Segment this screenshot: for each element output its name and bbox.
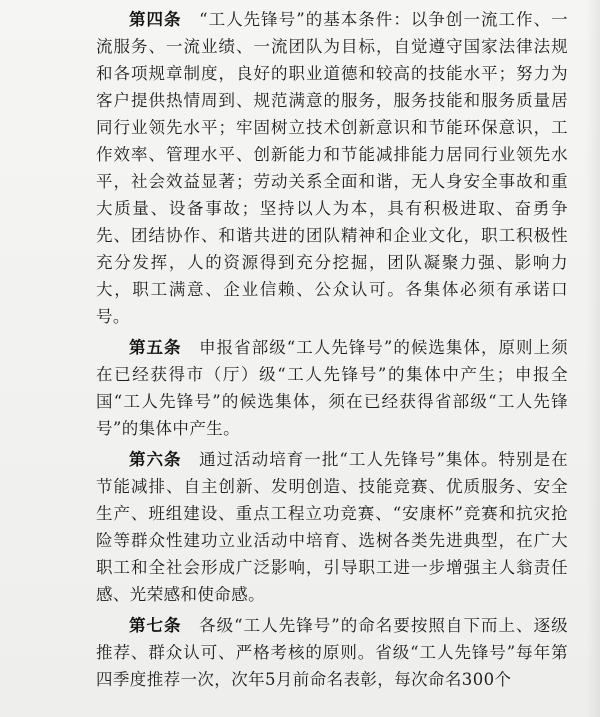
article-5-heading: 第五条 — [129, 338, 182, 357]
article-6-heading: 第六条 — [129, 450, 182, 469]
article-4-paragraph — [96, 6, 568, 330]
article-5-paragraph — [96, 334, 568, 442]
article-7-text: 各级“工人先锋号”的命名要按照自下而上、逐级推荐、群众认可、严格考核的原则。省级“工人先锋号”每年第四季度推荐一次，次年5月前命名表彰，每次命名300个 — [96, 616, 568, 689]
article-4-heading: 第四条 — [129, 10, 182, 29]
article-6-paragraph — [96, 446, 568, 608]
article-7-heading: 第七条 — [129, 616, 182, 635]
article-7-paragraph — [96, 612, 568, 693]
document-body — [96, 6, 568, 697]
article-4-text: “工人先锋号”的基本条件：以争创一流工作、一流服务、一流业绩、一流团队为目标，自觉遵守国家法律法规和各项规章制度，良好的职业道德和较高的技能水平；努力为客户提供热情周到、规范满意的服务，服务技能和服务质量居同行业领先水平；牢固树立技术创新意识和节能环保意识，工作效率、管理水平、创新能力和节能减排能力居同行业领先水平，社会效益显著；劳动关系全面和谐，无人身安全事故和重大质量、设备事故；坚持以人为本，具有积极进取、奋勇争先、团结协作、和谐共进的团队精神和企业文化，职工积极性充分发挥，人的资源得到充分挖掘，团队凝聚力强、影响力大，职工满意、企业信赖、公众认可。各集体必须有承诺口号。 — [96, 10, 568, 326]
page-edge-shadow — [586, 0, 600, 717]
article-5-text: 申报省部级“工人先锋号”的候选集体，原则上须在已经获得市（厅）级“工人先锋号”的集体中产生；申报全国“工人先锋号”的候选集体，须在已经获得省部级“工人先锋号”的集体中产生。 — [96, 338, 568, 438]
article-6-text: 通过活动培育一批“工人先锋号”集体。特别是在节能减排、自主创新、发明创造、技能竞赛、优质服务、安全生产、班组建设、重点工程立功竞赛、“安康杯”竞赛和抗灾抢险等群众性建功立业活动中培育、选树各类先进典型，在广大职工和全社会形成广泛影响，引导职工进一步增强主人翁责任感、光荣感和使命感。 — [96, 450, 568, 604]
